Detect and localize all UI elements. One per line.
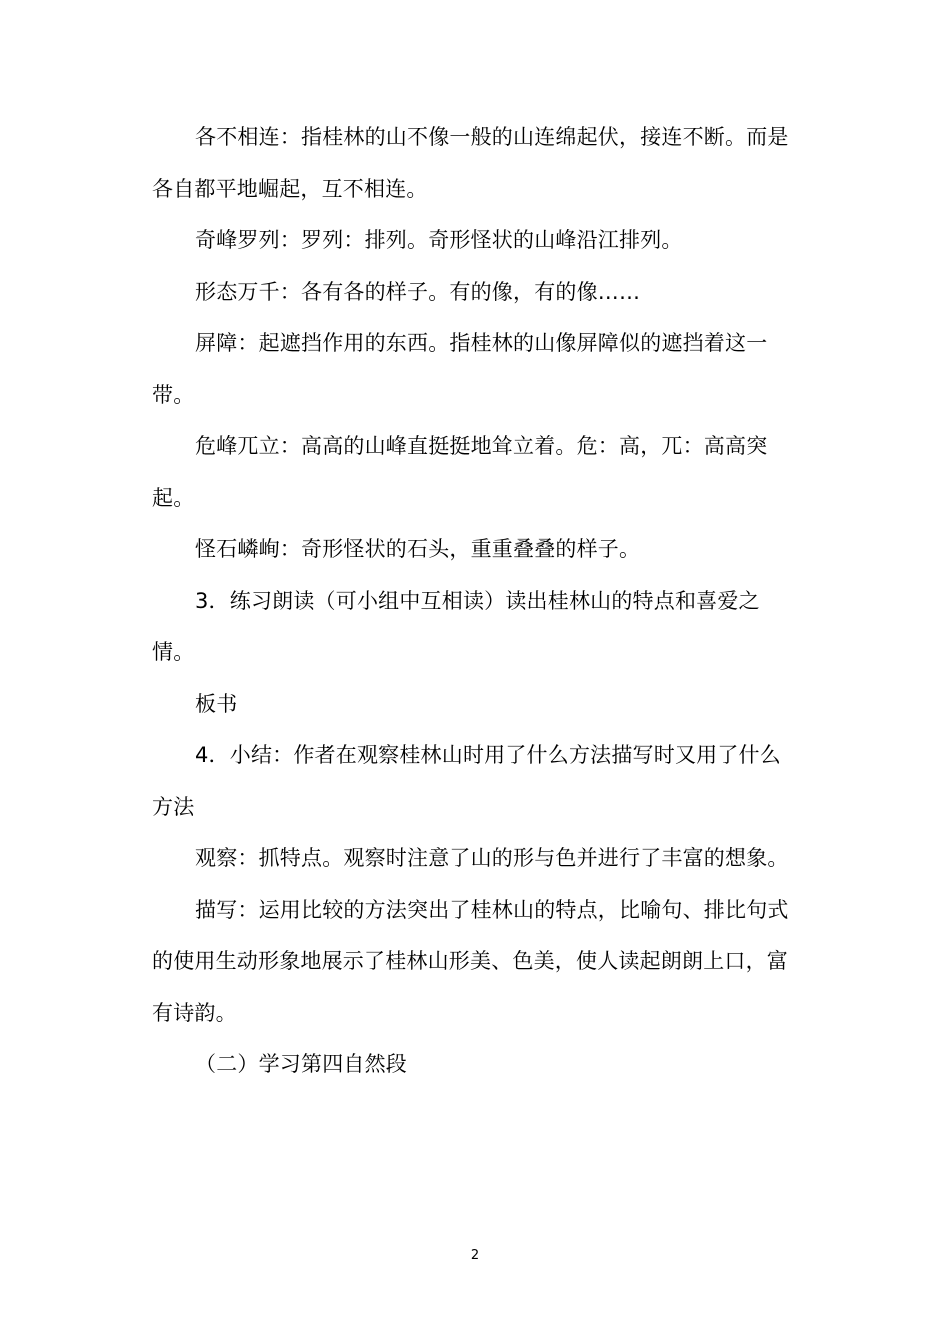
document-body <box>152 112 802 1091</box>
paragraph-reading-practice: 3．练习朗读（可小组中互相读）读出桂林山的特点和喜爱之情。 <box>152 588 760 664</box>
paragraph-qifengluolie: 奇峰罗列：罗列：排列。奇形怪状的山峰沿江排列。 <box>195 228 683 252</box>
paragraph-section-heading: （二）学习第四自然段 <box>195 1052 407 1076</box>
paragraph-weifengwuli: 危峰兀立：高高的山峰直挺挺地耸立着。危：高，兀：高高突起。 <box>152 434 768 510</box>
paragraph-xingtaiwanqian: 形态万千：各有各的样子。有的像，有的像…… <box>195 279 641 304</box>
paragraph-blackboard: 板书 <box>195 691 238 716</box>
paragraph-observation: 观察：抓特点。观察时注意了山的形与色并进行了丰富的想象。 <box>195 846 789 870</box>
paragraph-pingzhang: 屏障：起遮挡作用的东西。指桂林的山像屏障似的遮挡着这一带。 <box>152 331 768 407</box>
paragraph-summary: 4．小结：作者在观察桂林山时用了什么方法描写时又用了什么方法 <box>152 743 781 819</box>
paragraph-description: 描写：运用比较的方法突出了桂林山的特点，比喻句、排比句式的使用生动形象地展示了桂林山形美、色美，使人读起朗朗上口，富有诗韵。 <box>152 897 789 1025</box>
page-number: 2 <box>470 1248 480 1263</box>
paragraph-guaishilinxun: 怪石嶙峋：奇形怪状的石头，重重叠叠的样子。 <box>195 537 641 561</box>
paragraph-gebuxianglian: 各不相连：指桂林的山不像一般的山连绵起伏，接连不断。而是各自都平地崛起，互不相连。 <box>152 125 789 201</box>
